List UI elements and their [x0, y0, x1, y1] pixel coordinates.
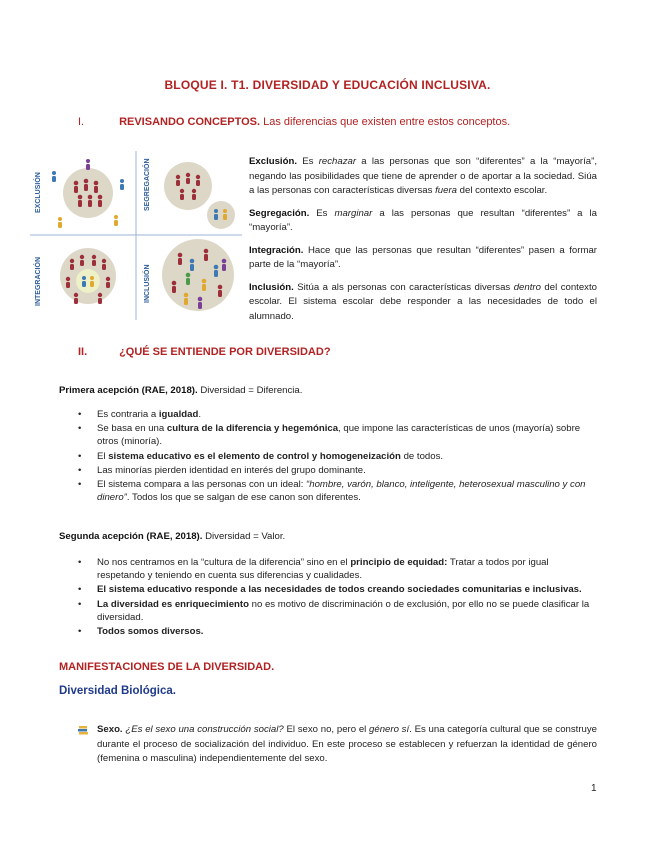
- diversidad-biologica-heading: Diversidad Biológica.: [59, 685, 176, 697]
- segregacion-illustration: [164, 162, 235, 229]
- exclusion-illustration: [52, 159, 124, 228]
- page-number: 1: [591, 783, 597, 794]
- section-1-subtitle: Las diferencias que existen entre estos conceptos.: [263, 116, 511, 128]
- acepcion-2-text: Diversidad = Valor.: [205, 531, 286, 542]
- acepcion-1-label: Primera acepción (RAE, 2018).: [59, 385, 198, 396]
- book-stack-icon: [78, 725, 89, 735]
- section-2-heading: [78, 346, 331, 358]
- label-integracion: INTEGRACIÓN: [35, 257, 42, 306]
- list-item: • Las minorías pierden identidad en interés del grupo dominante.: [78, 464, 597, 477]
- def-segregacion: Segregación. Es marginar a las personas que resultan “diferentes” a la “mayoría”.: [249, 207, 597, 233]
- page-title: BLOQUE I. T1. DIVERSIDAD Y EDUCACIÓN INCLUSIVA.: [164, 78, 491, 92]
- inclusion-illustration: [162, 239, 234, 311]
- inclusion-diagram: [30, 151, 242, 320]
- acepcion-1: [59, 385, 302, 396]
- label-segregacion: SEGREGACIÓN: [144, 158, 151, 211]
- list-item: • La diversidad es enriquecimiento no es motivo de discriminación o de exclusión, por ello no se puede clasificar la diversidad.: [78, 598, 597, 624]
- list-item: • El sistema educativo es el elemento de control y homogeneización de todos.: [78, 450, 597, 463]
- list-item: • Es contraria a igualdad.: [78, 408, 597, 421]
- sexo-term: Sexo.: [97, 724, 123, 735]
- list-item: • Todos somos diversos.: [78, 625, 597, 638]
- list-item: • Se basa en una cultura de la diferencia y hegemónica, que impone las características de unos (mayoría) sobre otros (minoría).: [78, 422, 597, 448]
- acepcion-2: [59, 531, 285, 542]
- section-2-title: ¿QUÉ SE ENTIENDE POR DIVERSIDAD?: [119, 346, 331, 358]
- section-2-number: II.: [78, 346, 88, 358]
- list-item: • No nos centramos en la “cultura de la diferencia” sino en el principio de equidad: Tratar a todos por igual respetando y teniendo en cuenta sus diferencias y cualidades.: [78, 556, 597, 582]
- integracion-illustration: [60, 248, 116, 304]
- label-exclusion: EXCLUSIÓN: [35, 172, 42, 213]
- acepcion-2-label: Segunda acepción (RAE, 2018).: [59, 531, 203, 542]
- def-integracion: Integración. Hace que las personas que resultan “diferentes” pasen a formar parte de la “mayoría”.: [249, 244, 597, 270]
- def-term: Segregación.: [249, 207, 310, 219]
- section-1-number: I.: [78, 116, 85, 128]
- label-inclusion: INCLUSIÓN: [144, 264, 151, 303]
- def-exclusion: Exclusión. Es rechazar a las personas que son “diferentes” a la “mayoría”, negando las posibilidades que tiene de aprender o de aportar a la sociedad. Siúa a las personas con características diversas fuera del contexto escolar.: [249, 156, 597, 196]
- sexo-paragraph: Sexo. ¿Es el sexo una construcción social? El sexo no, pero el género sí. Es una categoría cultural que se construye durante el proceso de socialización del individuo. En este proceso se establecen y refuerzan la identidad de género (femenina o masculina) independientemente del sexo.: [78, 723, 597, 767]
- acepcion-1-text: Diversidad = Diferencia.: [200, 385, 303, 396]
- def-term: Inclusión.: [249, 281, 294, 293]
- acepcion-1-list: [78, 408, 597, 505]
- section-1-title: REVISANDO CONCEPTOS.: [119, 116, 261, 128]
- def-term: Integración.: [249, 244, 304, 256]
- acepcion-2-list: [78, 556, 597, 639]
- definitions: [249, 155, 597, 332]
- list-item: • El sistema educativo responde a las necesidades de todos creando sociedades comunitarias e inclusivas.: [78, 583, 597, 596]
- def-term: Exclusión.: [249, 156, 297, 167]
- manifestaciones-heading: MANIFESTACIONES DE LA DIVERSIDAD.: [59, 661, 275, 673]
- list-item: • El sistema compara a las personas con un ideal: “hombre, varón, blanco, inteligente, heterosexual masculino y con dinero”. Todos los que se salgan de ese canon son diferentes.: [78, 478, 597, 504]
- section-1-heading: [78, 116, 510, 128]
- sexo-question: ¿Es el sexo una construcción social?: [125, 724, 284, 735]
- def-inclusion: Inclusión. Sitúa a als personas con características diversas dentro del contexto escolar. El sistema escolar debe responder a las necesidades de todo el alumnado.: [249, 281, 597, 322]
